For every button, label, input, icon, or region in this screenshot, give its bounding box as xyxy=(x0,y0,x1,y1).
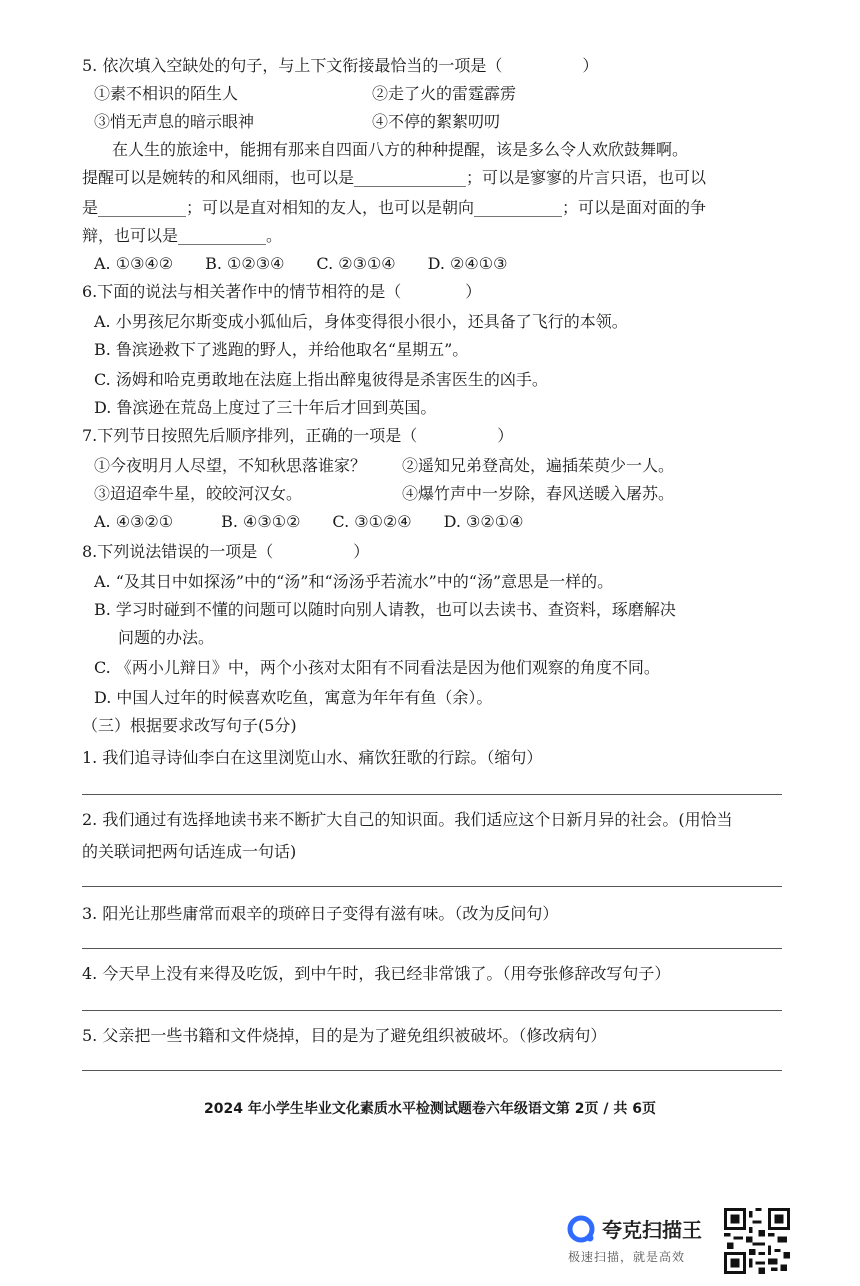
rewrite-item-4: 4. 今天早上没有来得及吃饭，到中午时，我已经非常饿了。（用夸张修辞改写句子） xyxy=(82,964,671,983)
rewrite-item-2-line-1: 2. 我们通过有选择地读书来不断扩大自己的知识面。我们适应这个日新月异的社会。(用恰当 xyxy=(82,810,733,829)
q8-option-a: A. “及其日中如探汤”中的“汤”和“汤汤乎若流水”中的“汤”意思是一样的。 xyxy=(94,572,614,591)
q5-option-2: ②走了火的雷霆霹雳 xyxy=(372,84,517,103)
q6-option-a: A. 小男孩尼尔斯变成小狐仙后，身体变得很小很小，还具备了飞行的本领。 xyxy=(94,312,628,331)
q5-passage-line-3: 是___________；可以是直对相知的友人，也可以是朝向___________；可以是面对面的争 xyxy=(82,198,707,217)
q8-stem: 8.下列说法错误的一项是（ ） xyxy=(82,542,370,561)
answer-line-3[interactable] xyxy=(82,948,782,949)
q5-option-3: ③悄无声息的暗示眼神 xyxy=(94,112,255,131)
q5-passage-line-1: 在人生的旅途中，能拥有那来自四面八方的种种提醒，该是多么令人欢欣鼓舞啊。 xyxy=(112,140,689,159)
answer-line-2[interactable] xyxy=(82,886,782,887)
rewrite-item-2-line-2: 的关联词把两句话连成一句话) xyxy=(82,842,297,861)
qr-code-icon xyxy=(724,1208,790,1274)
q6-option-b: B. 鲁滨逊救下了逃跑的野人，并给他取名“星期五”。 xyxy=(94,340,469,359)
scanner-brand-slogan: 极速扫描，就是高效 xyxy=(568,1250,686,1264)
answer-line-1[interactable] xyxy=(82,794,782,795)
section-heading: （三）根据要求改写句子(5分) xyxy=(82,716,297,735)
scanner-logo-icon xyxy=(566,1214,596,1244)
q7-stem: 7.下列节日按照先后顺序排列，正确的一项是（ ） xyxy=(82,426,514,445)
q5-option-1: ①素不相识的陌生人 xyxy=(94,84,239,103)
q5-choices: A. ①③④② B. ①②③④ C. ②③①④ D. ②④①③ xyxy=(94,254,508,273)
scanner-brand xyxy=(566,1208,726,1268)
scanner-brand-name: 夸克扫描王 xyxy=(602,1218,702,1242)
q7-poem-1: ①今夜明月人尽望，不知秋思落谁家？ xyxy=(94,456,367,475)
q6-option-c: C. 汤姆和哈克勇敢地在法庭上指出醉鬼彼得是杀害医生的凶手。 xyxy=(94,370,548,389)
q6-stem: 6.下面的说法与相关著作中的情节相符的是（ ） xyxy=(82,282,482,301)
page-footer: 2024 年小学生毕业文化素质水平检测试题卷六年级语文第 2页 / 共 6页 xyxy=(204,1101,656,1117)
q6-option-d: D. 鲁滨逊在荒岛上度过了三十年后才回到英国。 xyxy=(94,398,437,417)
rewrite-item-1: 1. 我们追寻诗仙李白在这里浏览山水、痛饮狂歌的行踪。（缩句） xyxy=(82,748,543,767)
q8-option-b-line-2: 问题的办法。 xyxy=(118,628,215,647)
answer-line-4[interactable] xyxy=(82,1010,782,1011)
rewrite-item-3: 3. 阳光让那些庸常而艰辛的琐碎日子变得有滋有味。（改为反问句） xyxy=(82,904,559,923)
q8-option-d: D. 中国人过年的时候喜欢吃鱼，寓意为年年有鱼（余）。 xyxy=(94,688,493,707)
q5-stem: 5. 依次填入空缺处的句子，与上下文衔接最恰当的一项是（ ） xyxy=(82,56,599,75)
q5-passage-line-2: 提醒可以是婉转的和风细雨，也可以是______________；可以是寥寥的片言只语，也可以 xyxy=(82,168,707,187)
q8-option-b-line-1: B. 学习时碰到不懂的问题可以随时向别人请教，也可以去读书、查资料，琢磨解决 xyxy=(94,600,676,619)
answer-line-5[interactable] xyxy=(82,1070,782,1071)
q7-choices: A. ④③②① B. ④③①② C. ③①②④ D. ③②①④ xyxy=(94,512,524,531)
q7-poem-2: ②遥知兄弟登高处，遍插茱萸少一人。 xyxy=(402,456,675,475)
q5-passage-line-4: 辩，也可以是___________。 xyxy=(82,226,283,245)
q8-option-c: C. 《两小儿辩日》中，两个小孩对太阳有不同看法是因为他们观察的角度不同。 xyxy=(94,658,660,677)
rewrite-item-5: 5. 父亲把一些书籍和文件烧掉，目的是为了避免组织被破坏。（修改病句） xyxy=(82,1026,607,1045)
q5-option-4: ④不停的絮絮叨叨 xyxy=(372,112,501,131)
q7-poem-3: ③迢迢牵牛星，皎皎河汉女。 xyxy=(94,484,303,503)
q7-poem-4: ④爆竹声中一岁除，春风送暖入屠苏。 xyxy=(402,484,675,503)
